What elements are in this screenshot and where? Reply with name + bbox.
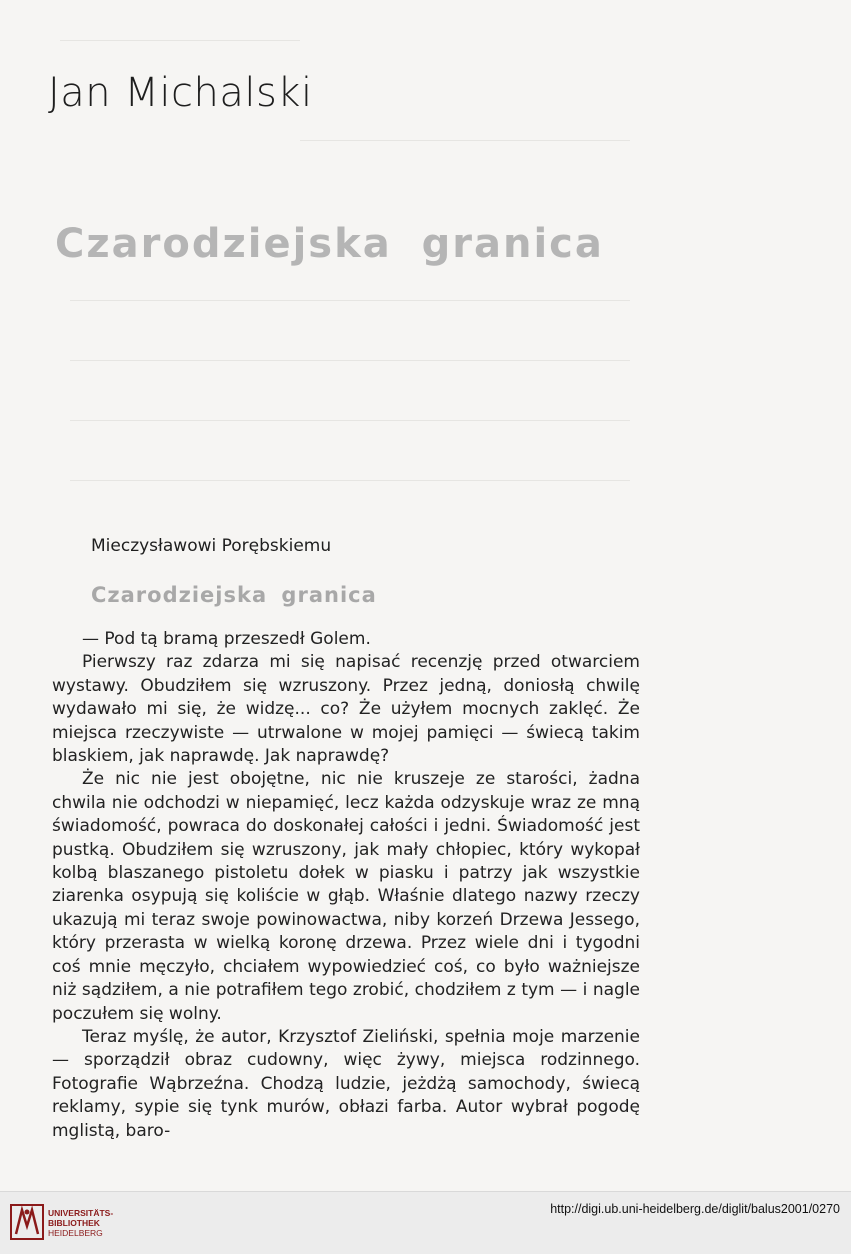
- show-through-line: [60, 40, 300, 41]
- paragraph: Teraz myślę, że autor, Krzysztof Zieliński, spełnia moje marzenie — sporządził obraz cudowny, więc żywy, miejsca rodzinnego. Fotografie Wąbrzeźna. Chodzą ludzie, jeżdżą samochody, świecą reklamy, sypie się tynk murów, obłazi farba. Autor wybrał pogodę mglistą, baro-: [52, 1026, 640, 1141]
- paragraph: Że nic nie jest obojętne, nic nie kruszeje ze starości, żadna chwila nie odchodzi w niepamięć, lecz każda odzyskuje wraz ze mną świadomość, powraca do doskonałej całości i jedni. Świadomość jest pustką. Obudziłem się wzruszony, jak mały chłopiec, który wykopał kolbą blaszanego pistoletu dołek w piasku i patrzy jak wszystkie ziarenka osypują się koliście w głąb. Właśnie dlatego nazwy rzeczy ukazują mi teraz swoje powinowactwa, niby korzeń Drzewa Jessego, który przerasta w wielką koronę drzewa. Przez wiele dni i tygodni coś mnie męczyło, chciałem wypowiedzieć coś, co było ważniejsze niż sądziłem, a nie potrafiłem tego zrobić, chodziłem z tym — i nagle poczułem się wolny.: [52, 769, 640, 1024]
- main-title: Czarodziejska granica: [55, 221, 604, 267]
- paragraph: Pierwszy raz zdarza mi się napisać recenzję przed otwarciem wystawy. Obudziłem się wzruszony. Przez jedną, doniosłą chwilę wydawało mi się, że widzę... co? Że użyłem mocnych zaklęć. Że miejsca rzeczywiste — utrwalone w mojej pamięci — świecą takim blaskiem, jak naprawdę. Jak naprawdę?: [52, 652, 640, 767]
- article-body: [52, 628, 640, 1143]
- show-through-line: [300, 140, 630, 141]
- logo-line: HEIDELBERG: [48, 1228, 103, 1238]
- university-library-logo-icon[interactable]: [10, 1204, 44, 1240]
- show-through-line: [70, 480, 630, 481]
- paragraph: — Pod tą bramą przeszedł Golem.: [82, 629, 371, 649]
- show-through-line: [70, 360, 630, 361]
- logo-line: BIBLIOTHEK: [48, 1218, 100, 1228]
- author-name: Jan Michalski: [48, 70, 313, 116]
- section-title: Czarodziejska granica: [91, 583, 377, 607]
- library-logo-text[interactable]: [48, 1208, 113, 1238]
- permalink-url[interactable]: http://digi.ub.uni-heidelberg.de/diglit/balus2001/0270: [550, 1202, 840, 1216]
- viewer-footer: [0, 1191, 851, 1254]
- show-through-line: [70, 300, 630, 301]
- show-through-line: [70, 420, 630, 421]
- dedication: Mieczysławowi Porębskiemu: [91, 536, 332, 556]
- logo-line: UNIVERSITÄTS-: [48, 1208, 114, 1218]
